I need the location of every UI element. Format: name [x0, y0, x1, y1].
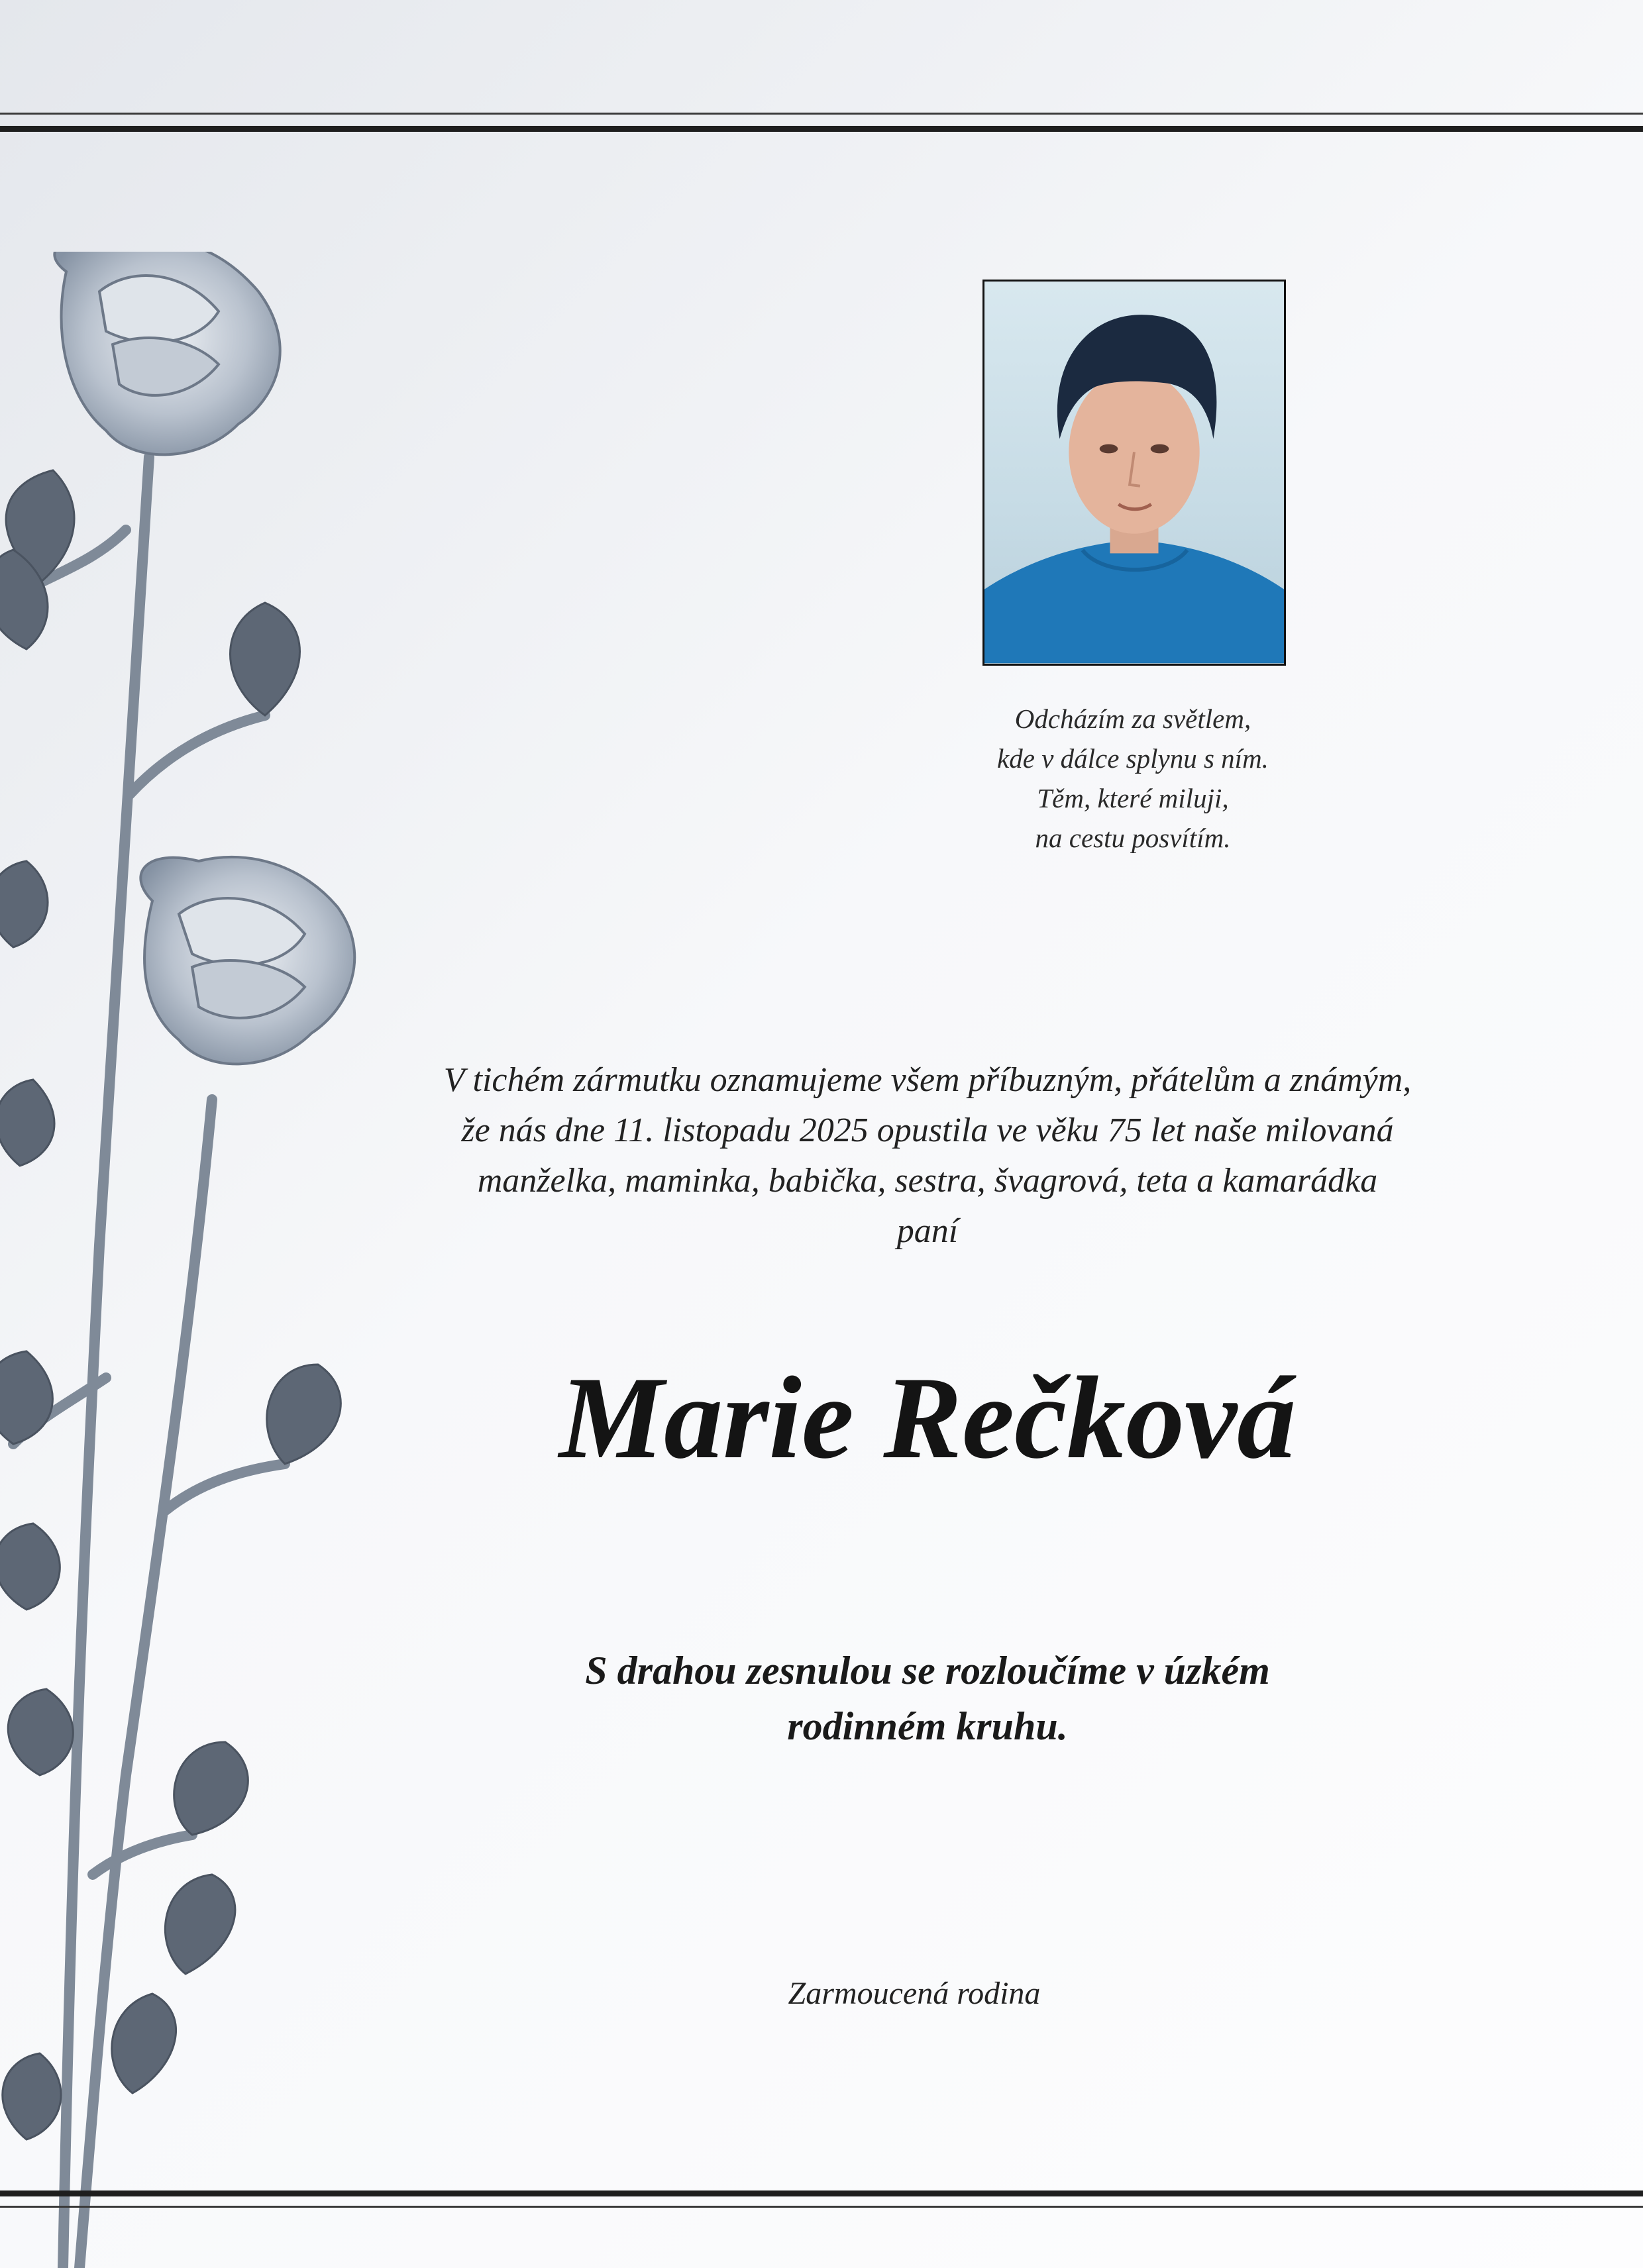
farewell-line: rodinném kruhu. [787, 1704, 1068, 1748]
bottom-rule-thin [0, 2206, 1643, 2208]
poem-line: Odcházím za světlem, [1014, 703, 1251, 734]
farewell-line: S drahou zesnulou se rozloučíme v úzkém [585, 1649, 1270, 1692]
top-rule-thick [0, 126, 1643, 132]
poem-line: kde v dálce splynu s ním. [997, 743, 1269, 774]
deceased-name: Marie Rečková [558, 1352, 1297, 1483]
announcement-line: manželka, maminka, babička, sestra, švagrová, teta a kamarádka [477, 1162, 1378, 1200]
farewell-note [424, 1643, 1431, 1754]
portrait-icon [984, 282, 1284, 664]
poem-line: Těm, které miluji, [1037, 783, 1229, 813]
family-signoff: Zarmoucená rodina [788, 1976, 1041, 2011]
portrait-photo [982, 280, 1286, 666]
announcement-line: paní [896, 1212, 959, 1250]
top-rule-thin [0, 113, 1643, 115]
death-announcement [344, 1055, 1510, 1257]
rose-decoration [0, 252, 398, 2268]
poem-line: na cestu posvítím. [1035, 823, 1231, 853]
announcement-line: že nás dne 11. listopadu 2025 opustila ve věku 75 let naše milovaná [461, 1111, 1394, 1149]
memorial-poem [901, 699, 1365, 858]
announcement-line: V tichém zármutku oznamujeme všem příbuzným, přátelům a známým, [443, 1061, 1412, 1099]
bottom-rule-thick [0, 2191, 1643, 2196]
